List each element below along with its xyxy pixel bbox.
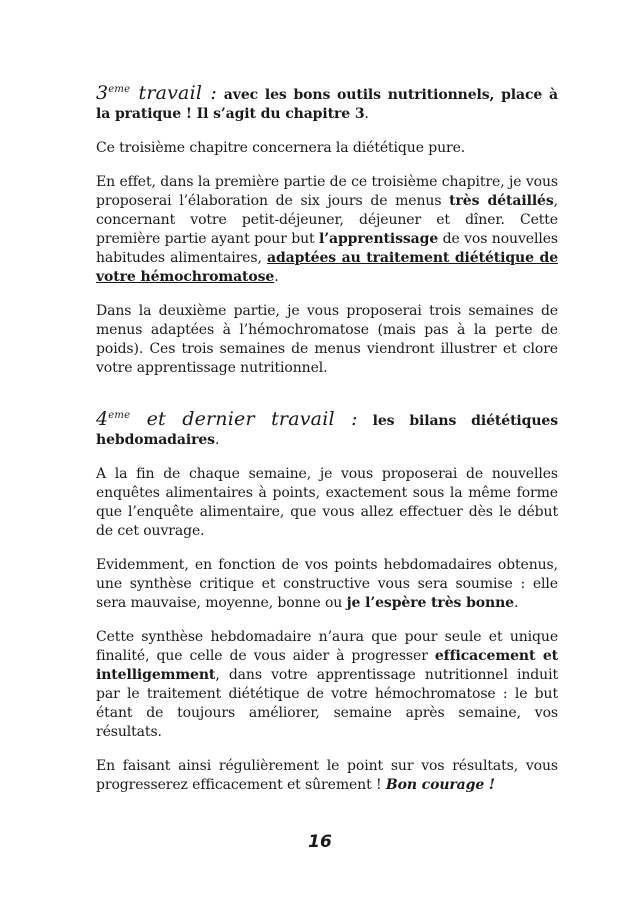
emphasis-bon-courage: Bon courage !: [385, 777, 495, 793]
emphasis-tres-detailles: très détaillés: [449, 193, 554, 209]
section-3-title: travail :: [130, 82, 218, 104]
paragraph-2-text-c: , concernant votre petit-déjeuner, déjeuner et dîner. Cette première partie ayant pour but: [96, 193, 558, 247]
section-3-heading: [96, 80, 558, 124]
paragraph-2-text-a: En effet, dans la première partie de ce troisième chapitre, je vous proposerai l’élaboration de six jours de menus: [96, 174, 558, 209]
section-4-label: [96, 408, 358, 430]
paragraph-7: [96, 757, 558, 795]
paragraph-2-text-g: .: [274, 269, 279, 285]
emphasis-adaptees: adaptées au traitement diététique de votre hémochromatose: [96, 250, 558, 285]
section-4-number: 4: [96, 408, 109, 430]
paragraph-6-text-a: Cette synthèse hebdomadaire n’aura que pour seule et unique finalité, que celle de vous aider à progresser: [96, 629, 558, 664]
section-3-label: [96, 82, 217, 104]
paragraph-6-text-c: , dans votre apprentissage nutritionnel induit par le traitement diététique de votre hémochromatose : le but étant de toujours améliorer, semaine après semaine, vos résultats.: [96, 667, 558, 740]
emphasis-efficacement: efficacement et intelligemment: [96, 648, 558, 683]
paragraph-5: [96, 556, 558, 613]
page-number: 16: [308, 832, 332, 852]
paragraph-7-text-a: En faisant ainsi régulièrement le point sur vos résultats, vous progresserez efficacement et sûrement !: [96, 758, 558, 793]
section-4-heading: [96, 406, 558, 450]
paragraph-3: Dans la deuxième partie, je vous proposerai trois semaines de menus adaptées à l’hémochromatose (mais pas à la perte de poids). Ces trois semaines de menus viendront illustrer et clore votre apprentissage nutritionnel.: [96, 303, 558, 376]
section-4-period: .: [214, 432, 220, 448]
section-4-title: et dernier travail :: [130, 408, 358, 430]
section-3-text: avec les bons outils nutritionnels, place à la pratique ! Il s’agit du chapitre 3: [96, 87, 558, 122]
paragraph-2: [96, 173, 558, 287]
paragraph-5-text-c: .: [513, 595, 519, 611]
section-4-text: les bilans diététiques hebdomadaires: [96, 413, 559, 448]
section-4-superscript: eme: [108, 410, 131, 421]
paragraph-1: Ce troisième chapitre concernera la diététique pure.: [96, 140, 466, 156]
paragraph-5-text-a: Evidemment, en fonction de vos points hebdomadaires obtenus, une synthèse critique et constructive vous sera soumise : elle sera mauvaise, moyenne, bonne ou: [96, 557, 558, 611]
section-3-number: 3: [96, 82, 109, 104]
emphasis-apprentissage: l’apprentissage: [319, 231, 439, 247]
paragraph-6: [96, 628, 558, 742]
paragraph-4: A la fin de chaque semaine, je vous proposerai de nouvelles enquêtes alimentaires à points, exactement sous la même forme que l’enquête alimentaire, que vous allez effectuer dès le début de cet ouvrage.: [96, 466, 558, 539]
section-3-period: .: [364, 106, 369, 122]
emphasis-tres-bonne: je l’espère très bonne: [346, 595, 514, 611]
section-3-superscript: eme: [108, 84, 131, 95]
paragraph-2-text-e: de vos nouvelles habitudes alimentaires,: [96, 231, 558, 266]
